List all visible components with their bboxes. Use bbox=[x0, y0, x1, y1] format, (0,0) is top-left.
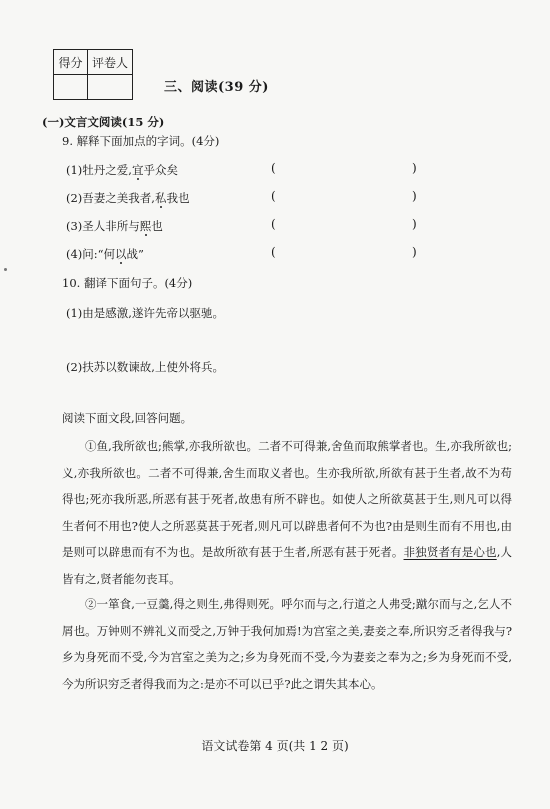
passage-1: ①鱼,我所欲也;熊掌,亦我所欲也。二者不可得兼,舍鱼而取熊掌者也。生,亦我所欲也;义,亦我所欲也。二者不可得兼,舍生而取义者也。生亦我所欲,所欲有甚于生者,故不为苟得也;死亦我所恶,所恶有甚于死者,故患有所不辟也。如使人之所欲莫甚于生,则凡可以得生者何不用也?使人之所恶莫甚于死者,则凡可以辟患者何不为也?由是则生而有不用也,由是则可以辟患而有不为也。是故所欲有甚于生者,所恶有甚于死者。非独贤者有是心也,人皆有之,贤者能勿丧耳。 bbox=[62, 439, 513, 586]
q10-prompt: 10. 翻译下面句子。(4分) bbox=[62, 276, 193, 290]
section-title: 三、阅读(39 分) bbox=[164, 80, 269, 95]
score-label: 得分 bbox=[54, 50, 88, 75]
reading-intro: 阅读下面文段,回答问题。 bbox=[62, 411, 193, 425]
grader-cell bbox=[88, 75, 133, 100]
answer-paren-close: ) bbox=[412, 245, 417, 259]
part1-heading: (一)文言文阅读(15 分) bbox=[42, 115, 165, 129]
answer-paren-open: ( bbox=[271, 217, 276, 231]
scan-speck bbox=[4, 268, 7, 271]
dotted-char: 宜 bbox=[131, 163, 144, 177]
answer-paren-close: ) bbox=[412, 217, 417, 231]
q9-item-4: (4)问:“何以战” bbox=[66, 247, 144, 261]
dotted-char: 熙 bbox=[139, 219, 152, 233]
grader-label: 评卷人 bbox=[88, 50, 133, 75]
answer-paren-close: ) bbox=[412, 161, 417, 175]
answer-paren-open: ( bbox=[271, 189, 276, 203]
dotted-char: 以 bbox=[115, 247, 127, 261]
passage-2: ②一箪食,一豆羹,得之则生,弗得则死。呼尔而与之,行道之人弗受;蹴尔而与之,乞人不屑也。万钟则不辨礼义而受之,万钟于我何加焉!为宫室之美,妻妾之奉,所识穷乏者得我与?乡为身死而不受,今为宫室之美为之;乡为身死而不受,今为妻妾之奉为之;乡为身死而不受,今为所识穷乏者得我而为之:是亦不可以已乎?此之谓失其本心。 bbox=[62, 597, 512, 691]
score-cell bbox=[54, 75, 88, 100]
underlined-sentence: 非独贤者有是心也 bbox=[403, 545, 497, 559]
q9-item-1: (1)牡丹之爱,宜乎众矣 bbox=[66, 163, 178, 177]
answer-paren-close: ) bbox=[412, 189, 417, 203]
q10-item-2: (2)扶苏以数谏故,上使外将兵。 bbox=[66, 360, 224, 374]
page-footer: 语文试卷第 4 页(共 1 2 页) bbox=[201, 739, 349, 753]
dotted-char: 私 bbox=[154, 191, 167, 205]
score-box bbox=[53, 49, 133, 100]
q9-prompt: 9. 解释下面加点的字词。(4分) bbox=[62, 134, 220, 148]
answer-paren-open: ( bbox=[271, 245, 276, 259]
q9-item-2: (2)吾妻之美我者,私我也 bbox=[66, 191, 190, 205]
q10-item-1: (1)由是感激,遂许先帝以驱驰。 bbox=[66, 306, 224, 320]
q9-item-3: (3)圣人非所与熙也 bbox=[66, 219, 163, 233]
answer-paren-open: ( bbox=[271, 161, 276, 175]
